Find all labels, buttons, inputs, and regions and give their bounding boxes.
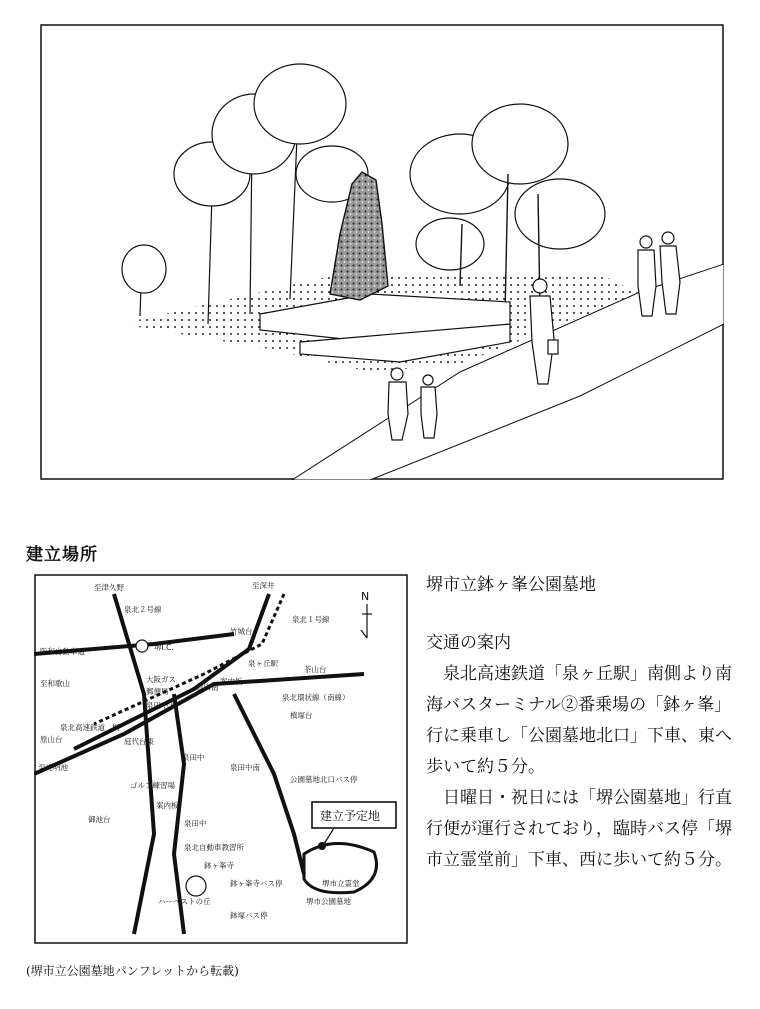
access-heading: 交通の案内 xyxy=(426,633,511,653)
label-izumigaoka-st: 泉ヶ丘駅 xyxy=(248,659,278,668)
section-heading: 建立場所 xyxy=(26,545,98,565)
label-reido: 堺市立霊堂 xyxy=(322,879,360,888)
label-izumita-middle-1: 泉田中 xyxy=(182,753,205,762)
label-semboku1: 泉北１号線 xyxy=(292,615,330,624)
label-park-north-bus: 公園墓地北口バス停 xyxy=(290,775,358,784)
label-semboku2: 泉北２号線 xyxy=(124,605,162,614)
label-park-cemetery: 堺市公園墓地 xyxy=(306,897,351,906)
label-post-office: 郵便局 xyxy=(146,687,169,696)
site-marker xyxy=(318,842,326,850)
label-info-board2: 案内板 xyxy=(156,801,179,810)
source-caption: (堺市立公園墓地パンフレットから転載) xyxy=(26,964,239,978)
label-to-tsukuno: 至津久野 xyxy=(94,583,124,592)
label-izumita-middle-3: 泉田中 xyxy=(184,819,207,828)
label-to-wakayama: 至和歌山 xyxy=(40,679,70,688)
location-map xyxy=(34,574,408,944)
access-info xyxy=(426,570,744,876)
label-yokozukadai: 槙塚台 xyxy=(290,711,313,720)
location-map-drawing xyxy=(34,574,408,944)
label-teishirodai: 庭代台東 xyxy=(124,737,154,746)
memorial-drawing xyxy=(40,24,724,480)
sakai-ic-marker xyxy=(136,640,148,652)
site-box-label: 建立予定地 xyxy=(320,809,381,823)
label-to-fukai: 至深井 xyxy=(252,581,275,590)
site-name: 堺市立鉢ヶ峯公園墓地 xyxy=(426,575,596,595)
label-miyayamadai: 茶山台 xyxy=(304,665,327,674)
label-hachizuka-bus: 鉢塚バス停 xyxy=(230,911,268,920)
harvest-marker xyxy=(186,876,206,896)
label-osaka-gas: 大阪ガス xyxy=(146,675,176,684)
label-kiri: 桐 xyxy=(112,723,120,732)
label-toyoda-south: 豊田南 xyxy=(196,683,219,692)
label-info-board1: 案内板 xyxy=(220,677,243,686)
label-semboku-railway: 泉北高速鉄道 xyxy=(60,723,105,732)
memorial-illustration xyxy=(40,24,724,480)
label-izumita-middle-n: 泉田中北 xyxy=(146,701,176,710)
access-paragraph-train: 泉北高速鉄道「泉ヶ丘駅」南側より南海バスターミナル②番乗場の「鉢ヶ峯」行に乗車し「公園墓地北口」下車、東へ歩いて約５分。 xyxy=(426,664,732,777)
label-mikedai: 御池台 xyxy=(88,815,111,824)
label-izumita-middle-2: 泉田中南 xyxy=(230,763,260,772)
label-hachigamine-bus: 鉢ヶ峯寺バス停 xyxy=(230,879,283,888)
label-haramadai: 原山台 xyxy=(40,735,63,744)
label-sakai-ic: 堺I.C. xyxy=(154,643,174,652)
label-harvest: ハーベストの丘 xyxy=(158,897,211,906)
label-hachigamine-temple: 鉢ヶ峯寺 xyxy=(204,861,234,870)
label-golf: ゴルフ練習場 xyxy=(130,781,175,790)
label-driving-school: 泉北自動車教習所 xyxy=(184,843,244,852)
label-takeshirodai: 竹城台 xyxy=(230,627,253,636)
north-label: N xyxy=(361,590,370,603)
label-hanwa: 阪和自動車道 xyxy=(40,647,85,656)
label-semboku-kanjo: 泉北環状線（南線） xyxy=(282,693,350,702)
label-to-komyoike: 至光明池 xyxy=(38,763,68,772)
access-paragraph-sunday: 日曜日・祝日には「堺公園墓地」行直行便が運行されており，臨時バス停「堺市立霊堂前」下車、西に歩いて約５分。 xyxy=(426,788,732,870)
